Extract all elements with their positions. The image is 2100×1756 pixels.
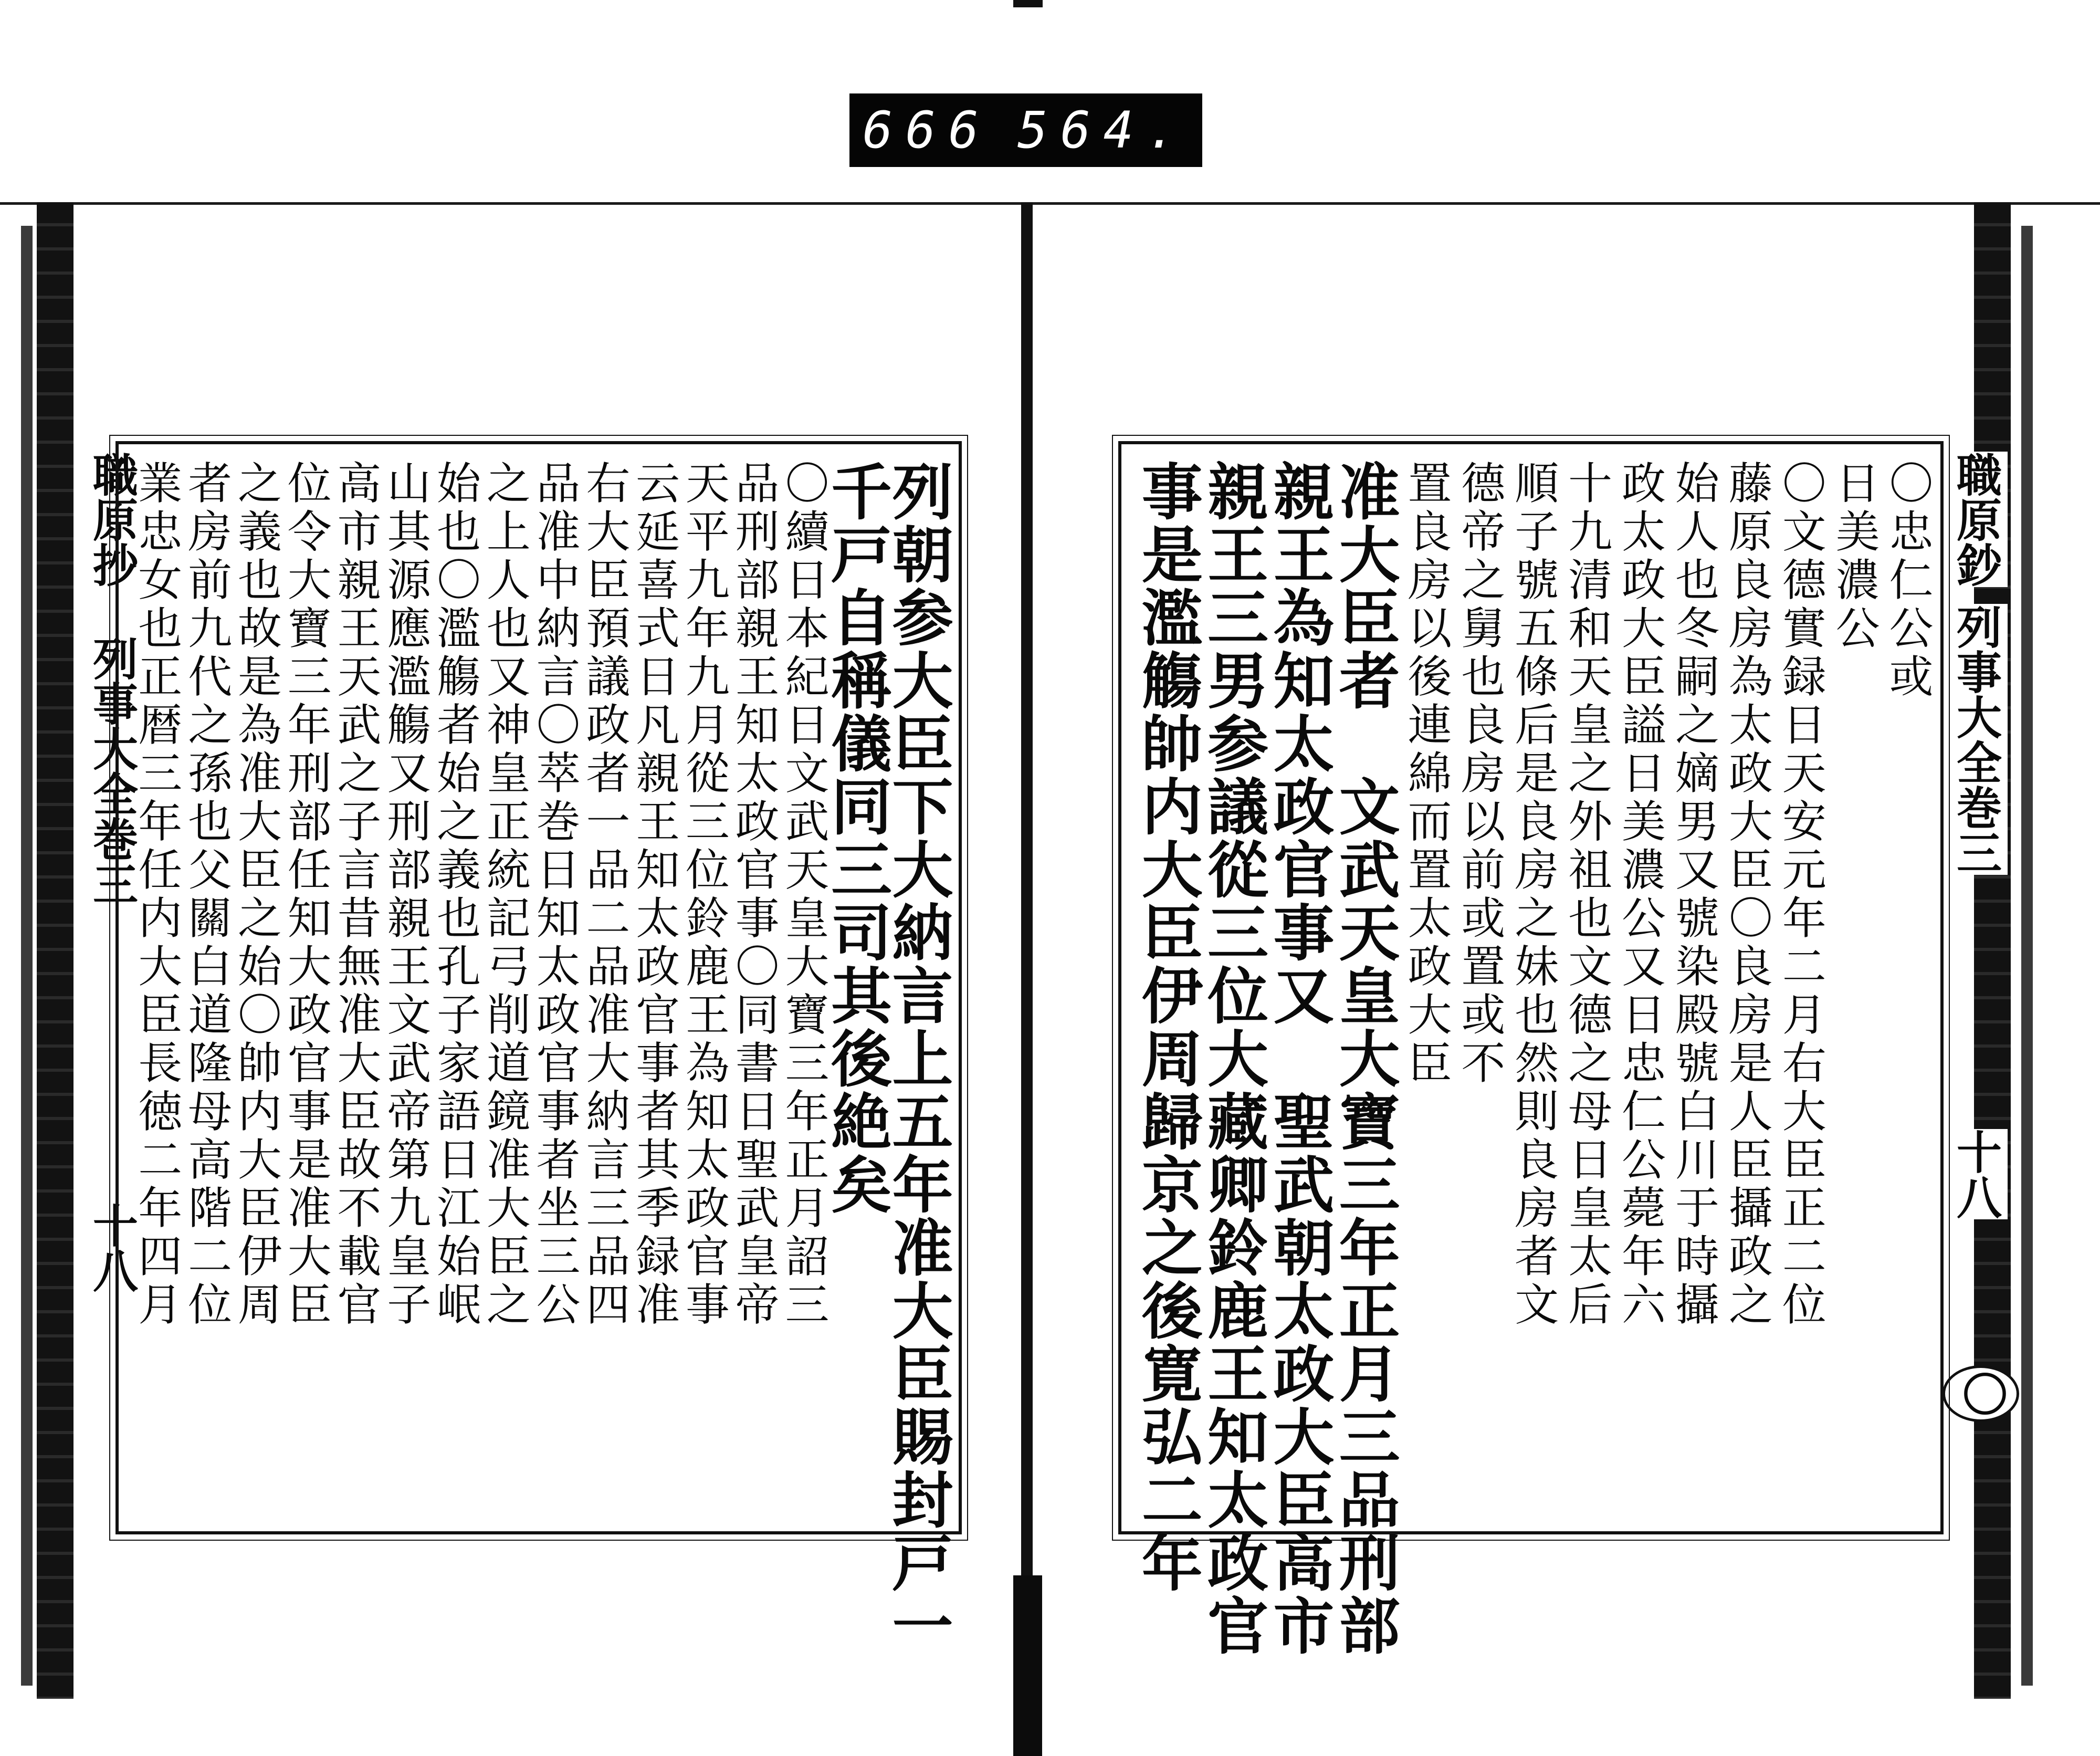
left-text-columns <box>129 460 953 1657</box>
left-text-frame <box>116 441 962 1657</box>
left-page-number: 十八 <box>79 1203 144 1293</box>
right-running-header: 職原鈔 <box>1942 452 2008 587</box>
left-text-column: 者房前九代之孫也父關白道隆母高階二位 <box>181 460 233 1330</box>
left-text-column: 山其源應濫觴又刑部親王文武帝第九皇子 <box>380 460 432 1330</box>
left-text-column: 右大臣預議政者一品二品准大納言三品四 <box>579 460 631 1330</box>
right-text-column: 藤原良房為太政大臣〇良房是人臣攝政之 <box>1721 460 1773 1330</box>
right-text-column: 置良房以後連綿而置太政大臣 <box>1400 460 1452 1088</box>
right-text-column: 始人也冬嗣之嫡男又號染殿號白川于時攝 <box>1668 460 1720 1330</box>
right-text-column: 德帝之舅也良房以前或置或不 <box>1454 460 1506 1088</box>
archive-tag-number-b: 564. <box>1017 101 1190 160</box>
left-running-subheader: 列事大全巻三 <box>79 635 144 906</box>
right-text-columns <box>1131 460 1934 1657</box>
book-spine <box>1021 202 1033 1756</box>
right-text-column: 日美濃公 <box>1829 460 1881 653</box>
right-text-column: 政太政大臣謚日美濃公又日忠仁公薨年六 <box>1614 460 1666 1330</box>
left-text-column: 天平九年九月從三位鈴鹿王為知太政官事 <box>678 460 730 1330</box>
right-circle-mark: 〇 <box>1942 1365 2019 1422</box>
right-text-column: 順子號五條后是良房之妹也然則良房者文 <box>1507 460 1559 1330</box>
left-text-column: 之上人也又神皇正統記弓削道鏡准大臣之 <box>479 460 531 1330</box>
left-text-column: 千戸自稱儀同三司其後絶矣 <box>821 460 892 1216</box>
left-text-column: 之義也故是為准大臣之始〇帥内大臣伊周 <box>230 460 282 1330</box>
top-rule <box>0 202 2100 205</box>
left-text-column: 〇續日本紀日文武天皇大寶三年正月詔三 <box>778 460 830 1330</box>
left-page-edge-inner <box>21 226 33 1686</box>
left-text-column: 云延喜式日凡親王知太政官事者其季録准 <box>628 460 680 1330</box>
right-text-frame <box>1118 441 1944 1657</box>
left-text-column: 位令大寶三年刑部任知大政官事是准大臣 <box>280 460 332 1330</box>
right-text-column: 准大臣者 文武天皇大寶三年正月三品刑部 <box>1329 460 1401 1657</box>
left-text-column: 列朝参大臣下大納言上五年准大臣賜封戸一 <box>882 460 953 1657</box>
top-edge-mark <box>1013 0 1043 7</box>
left-running-header: 職原抄 <box>79 452 144 587</box>
left-text-column: 品准中納言〇萃巻日知太政官事者坐三公 <box>529 460 581 1330</box>
right-page-number: 十八 <box>1942 1129 2008 1219</box>
archive-tag <box>849 93 1202 167</box>
right-page-edge-inner <box>2021 226 2033 1686</box>
right-text-column: 親王三男参議從三位大藏卿鈴鹿王知太政官 <box>1197 460 1269 1657</box>
right-running-subheader: 列事大全巻三 <box>1942 604 2008 875</box>
archive-tag-number-a: 666 <box>862 101 992 160</box>
right-text-column: 事是濫觴帥内大臣伊周歸京之後寛弘二年 <box>1131 460 1203 1594</box>
right-page-edge <box>1974 202 2011 1699</box>
right-text-column: 〇文德實録日天安元年二月右大臣正二位 <box>1775 460 1827 1330</box>
left-text-column: 高市親王天武之子言昔無准大臣故不載官 <box>330 460 382 1330</box>
left-text-column: 始也〇濫觴者始之義也孔子家語日江始岷 <box>429 460 481 1330</box>
right-text-column: 〇忠仁公或 <box>1882 460 1934 702</box>
left-page-edge <box>37 202 74 1699</box>
right-text-column: 十九清和天皇之外祖也文德之母日皇太后 <box>1561 460 1613 1330</box>
right-text-column: 親王為知太政官事又 聖武朝太政大臣高市 <box>1263 460 1335 1657</box>
left-text-column: 業忠女也正暦三年任内大臣長徳二年四月 <box>131 460 183 1330</box>
left-text-column: 品刑部親王知太政官事〇同書日聖武皇帝 <box>728 460 780 1330</box>
book-spine-foot <box>1013 1575 1042 1756</box>
